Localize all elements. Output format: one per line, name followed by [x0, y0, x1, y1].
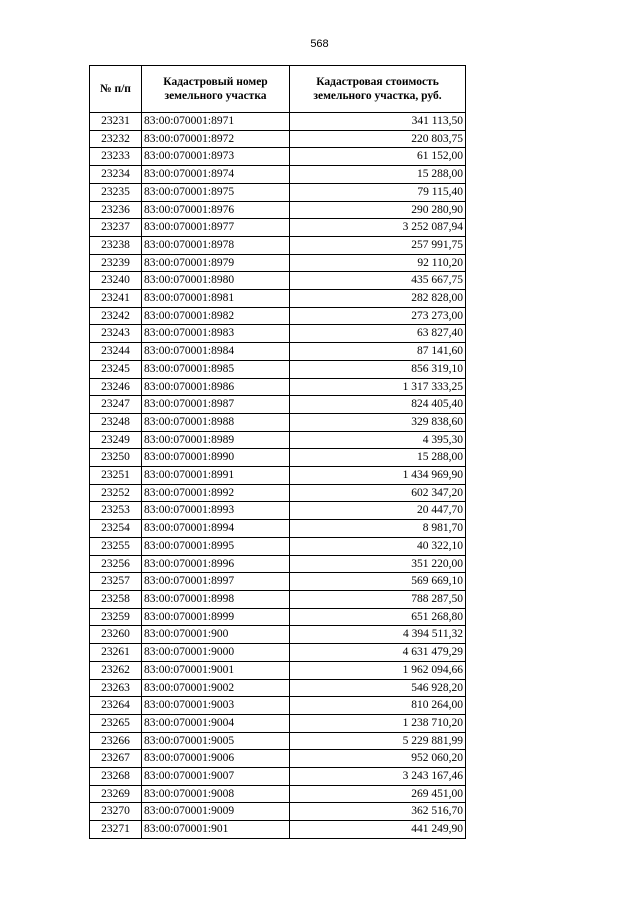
row-number: 23271	[90, 821, 142, 839]
cadastral-number: 83:00:070001:8987	[142, 396, 290, 414]
cadastral-value: 61 152,00	[290, 148, 466, 166]
cadastral-number: 83:00:070001:8983	[142, 325, 290, 343]
row-number: 23251	[90, 467, 142, 485]
cadastral-number: 83:00:070001:9009	[142, 803, 290, 821]
cadastral-value: 290 280,90	[290, 201, 466, 219]
cadastral-number: 83:00:070001:8981	[142, 290, 290, 308]
cadastral-number: 83:00:070001:8986	[142, 378, 290, 396]
table-row	[90, 360, 466, 378]
cadastral-value: 63 827,40	[290, 325, 466, 343]
cadastral-number: 83:00:070001:8976	[142, 201, 290, 219]
cadastral-value: 220 803,75	[290, 130, 466, 148]
cadastral-value: 824 405,40	[290, 396, 466, 414]
row-number: 23240	[90, 272, 142, 290]
cadastral-number: 83:00:070001:8996	[142, 555, 290, 573]
table-row	[90, 537, 466, 555]
cadastral-value-table	[89, 65, 466, 839]
cadastral-number: 83:00:070001:9004	[142, 714, 290, 732]
cadastral-value: 441 249,90	[290, 821, 466, 839]
cadastral-value: 4 631 479,29	[290, 644, 466, 662]
table-row	[90, 732, 466, 750]
row-number: 23250	[90, 449, 142, 467]
cadastral-value: 4 394 511,32	[290, 626, 466, 644]
table-row	[90, 219, 466, 237]
row-number: 23257	[90, 573, 142, 591]
cadastral-value: 87 141,60	[290, 343, 466, 361]
row-number: 23243	[90, 325, 142, 343]
cadastral-number: 83:00:070001:8992	[142, 484, 290, 502]
cadastral-number: 83:00:070001:8975	[142, 183, 290, 201]
table-row	[90, 307, 466, 325]
cadastral-number: 83:00:070001:8980	[142, 272, 290, 290]
table-row	[90, 343, 466, 361]
row-number: 23262	[90, 661, 142, 679]
cadastral-number: 83:00:070001:8977	[142, 219, 290, 237]
cadastral-value: 1 434 969,90	[290, 467, 466, 485]
table-row	[90, 821, 466, 839]
cadastral-number: 83:00:070001:9005	[142, 732, 290, 750]
cadastral-number: 83:00:070001:9000	[142, 644, 290, 662]
cadastral-number: 83:00:070001:8973	[142, 148, 290, 166]
cadastral-value: 1 238 710,20	[290, 714, 466, 732]
cadastral-number: 83:00:070001:9008	[142, 785, 290, 803]
table-row	[90, 484, 466, 502]
page-number: 568	[310, 38, 329, 50]
cadastral-value: 351 220,00	[290, 555, 466, 573]
row-number: 23249	[90, 431, 142, 449]
cadastral-number: 83:00:070001:8988	[142, 413, 290, 431]
table-row	[90, 502, 466, 520]
cadastral-value: 341 113,50	[290, 113, 466, 131]
cadastral-value: 362 516,70	[290, 803, 466, 821]
row-number: 23247	[90, 396, 142, 414]
row-number: 23245	[90, 360, 142, 378]
row-number: 23242	[90, 307, 142, 325]
cadastral-value: 40 322,10	[290, 537, 466, 555]
table-row	[90, 750, 466, 768]
table-body	[90, 113, 466, 839]
cadastral-value: 15 288,00	[290, 449, 466, 467]
cadastral-value: 1 317 333,25	[290, 378, 466, 396]
header-number: № п/п	[90, 66, 142, 113]
table-row	[90, 378, 466, 396]
row-number: 23236	[90, 201, 142, 219]
cadastral-value: 569 669,10	[290, 573, 466, 591]
cadastral-number: 83:00:070001:8993	[142, 502, 290, 520]
table-row	[90, 272, 466, 290]
table-row	[90, 148, 466, 166]
cadastral-value: 273 273,00	[290, 307, 466, 325]
row-number: 23267	[90, 750, 142, 768]
cadastral-value: 15 288,00	[290, 166, 466, 184]
table-row	[90, 644, 466, 662]
row-number: 23261	[90, 644, 142, 662]
cadastral-number: 83:00:070001:901	[142, 821, 290, 839]
table-header	[90, 66, 466, 113]
cadastral-value: 4 395,30	[290, 431, 466, 449]
table-row	[90, 590, 466, 608]
cadastral-number: 83:00:070001:8997	[142, 573, 290, 591]
cadastral-value: 8 981,70	[290, 520, 466, 538]
table-row	[90, 626, 466, 644]
table-row	[90, 714, 466, 732]
table-row	[90, 236, 466, 254]
cadastral-number: 83:00:070001:9007	[142, 768, 290, 786]
cadastral-value: 20 447,70	[290, 502, 466, 520]
cadastral-value: 602 347,20	[290, 484, 466, 502]
cadastral-value: 92 110,20	[290, 254, 466, 272]
header-cadastral-value: Кадастровая стоимость земельного участка, руб.	[290, 66, 466, 113]
table-row	[90, 520, 466, 538]
cadastral-number: 83:00:070001:8974	[142, 166, 290, 184]
row-number: 23256	[90, 555, 142, 573]
cadastral-number: 83:00:070001:8999	[142, 608, 290, 626]
table-row	[90, 803, 466, 821]
cadastral-number: 83:00:070001:8978	[142, 236, 290, 254]
table-row	[90, 467, 466, 485]
cadastral-number: 83:00:070001:9001	[142, 661, 290, 679]
cadastral-number: 83:00:070001:8984	[142, 343, 290, 361]
table-row	[90, 130, 466, 148]
row-number: 23252	[90, 484, 142, 502]
row-number: 23232	[90, 130, 142, 148]
cadastral-value: 856 319,10	[290, 360, 466, 378]
table-row	[90, 183, 466, 201]
table-row	[90, 254, 466, 272]
header-cadastral-number: Кадастровый номер земельного участка	[142, 66, 290, 113]
cadastral-number: 83:00:070001:900	[142, 626, 290, 644]
cadastral-number: 83:00:070001:8979	[142, 254, 290, 272]
row-number: 23239	[90, 254, 142, 272]
row-number: 23246	[90, 378, 142, 396]
cadastral-value: 3 252 087,94	[290, 219, 466, 237]
cadastral-number: 83:00:070001:8994	[142, 520, 290, 538]
row-number: 23231	[90, 113, 142, 131]
cadastral-value: 329 838,60	[290, 413, 466, 431]
row-number: 23237	[90, 219, 142, 237]
row-number: 23254	[90, 520, 142, 538]
table-row	[90, 555, 466, 573]
cadastral-value: 788 287,50	[290, 590, 466, 608]
cadastral-value: 546 928,20	[290, 679, 466, 697]
cadastral-value: 79 115,40	[290, 183, 466, 201]
table-row	[90, 785, 466, 803]
cadastral-value: 435 667,75	[290, 272, 466, 290]
table-row	[90, 325, 466, 343]
row-number: 23263	[90, 679, 142, 697]
cadastral-number: 83:00:070001:9006	[142, 750, 290, 768]
row-number: 23241	[90, 290, 142, 308]
row-number: 23260	[90, 626, 142, 644]
cadastral-number: 83:00:070001:9003	[142, 697, 290, 715]
table-row	[90, 608, 466, 626]
cadastral-number: 83:00:070001:8990	[142, 449, 290, 467]
row-number: 23259	[90, 608, 142, 626]
cadastral-value: 5 229 881,99	[290, 732, 466, 750]
cadastral-value: 282 828,00	[290, 290, 466, 308]
row-number: 23265	[90, 714, 142, 732]
cadastral-number: 83:00:070001:8971	[142, 113, 290, 131]
table-row	[90, 768, 466, 786]
table-row	[90, 396, 466, 414]
row-number: 23270	[90, 803, 142, 821]
table-row	[90, 661, 466, 679]
table-row	[90, 166, 466, 184]
cadastral-value: 257 991,75	[290, 236, 466, 254]
row-number: 23234	[90, 166, 142, 184]
table-row	[90, 201, 466, 219]
table-row	[90, 697, 466, 715]
cadastral-number: 83:00:070001:8989	[142, 431, 290, 449]
table-row	[90, 573, 466, 591]
row-number: 23258	[90, 590, 142, 608]
table-row	[90, 431, 466, 449]
cadastral-value: 3 243 167,46	[290, 768, 466, 786]
cadastral-value: 651 268,80	[290, 608, 466, 626]
row-number: 23248	[90, 413, 142, 431]
row-number: 23264	[90, 697, 142, 715]
cadastral-number: 83:00:070001:8995	[142, 537, 290, 555]
cadastral-value: 810 264,00	[290, 697, 466, 715]
row-number: 23235	[90, 183, 142, 201]
row-number: 23233	[90, 148, 142, 166]
table-row	[90, 413, 466, 431]
row-number: 23255	[90, 537, 142, 555]
cadastral-number: 83:00:070001:8982	[142, 307, 290, 325]
row-number: 23268	[90, 768, 142, 786]
cadastral-number: 83:00:070001:8972	[142, 130, 290, 148]
cadastral-number: 83:00:070001:8985	[142, 360, 290, 378]
cadastral-value: 1 962 094,66	[290, 661, 466, 679]
cadastral-value: 269 451,00	[290, 785, 466, 803]
table-row	[90, 449, 466, 467]
row-number: 23253	[90, 502, 142, 520]
cadastral-number: 83:00:070001:9002	[142, 679, 290, 697]
cadastral-number: 83:00:070001:8998	[142, 590, 290, 608]
table-row	[90, 679, 466, 697]
cadastral-number: 83:00:070001:8991	[142, 467, 290, 485]
table-row	[90, 290, 466, 308]
cadastral-value: 952 060,20	[290, 750, 466, 768]
row-number: 23244	[90, 343, 142, 361]
row-number: 23269	[90, 785, 142, 803]
table-row	[90, 113, 466, 131]
row-number: 23238	[90, 236, 142, 254]
row-number: 23266	[90, 732, 142, 750]
header-row	[90, 66, 466, 113]
